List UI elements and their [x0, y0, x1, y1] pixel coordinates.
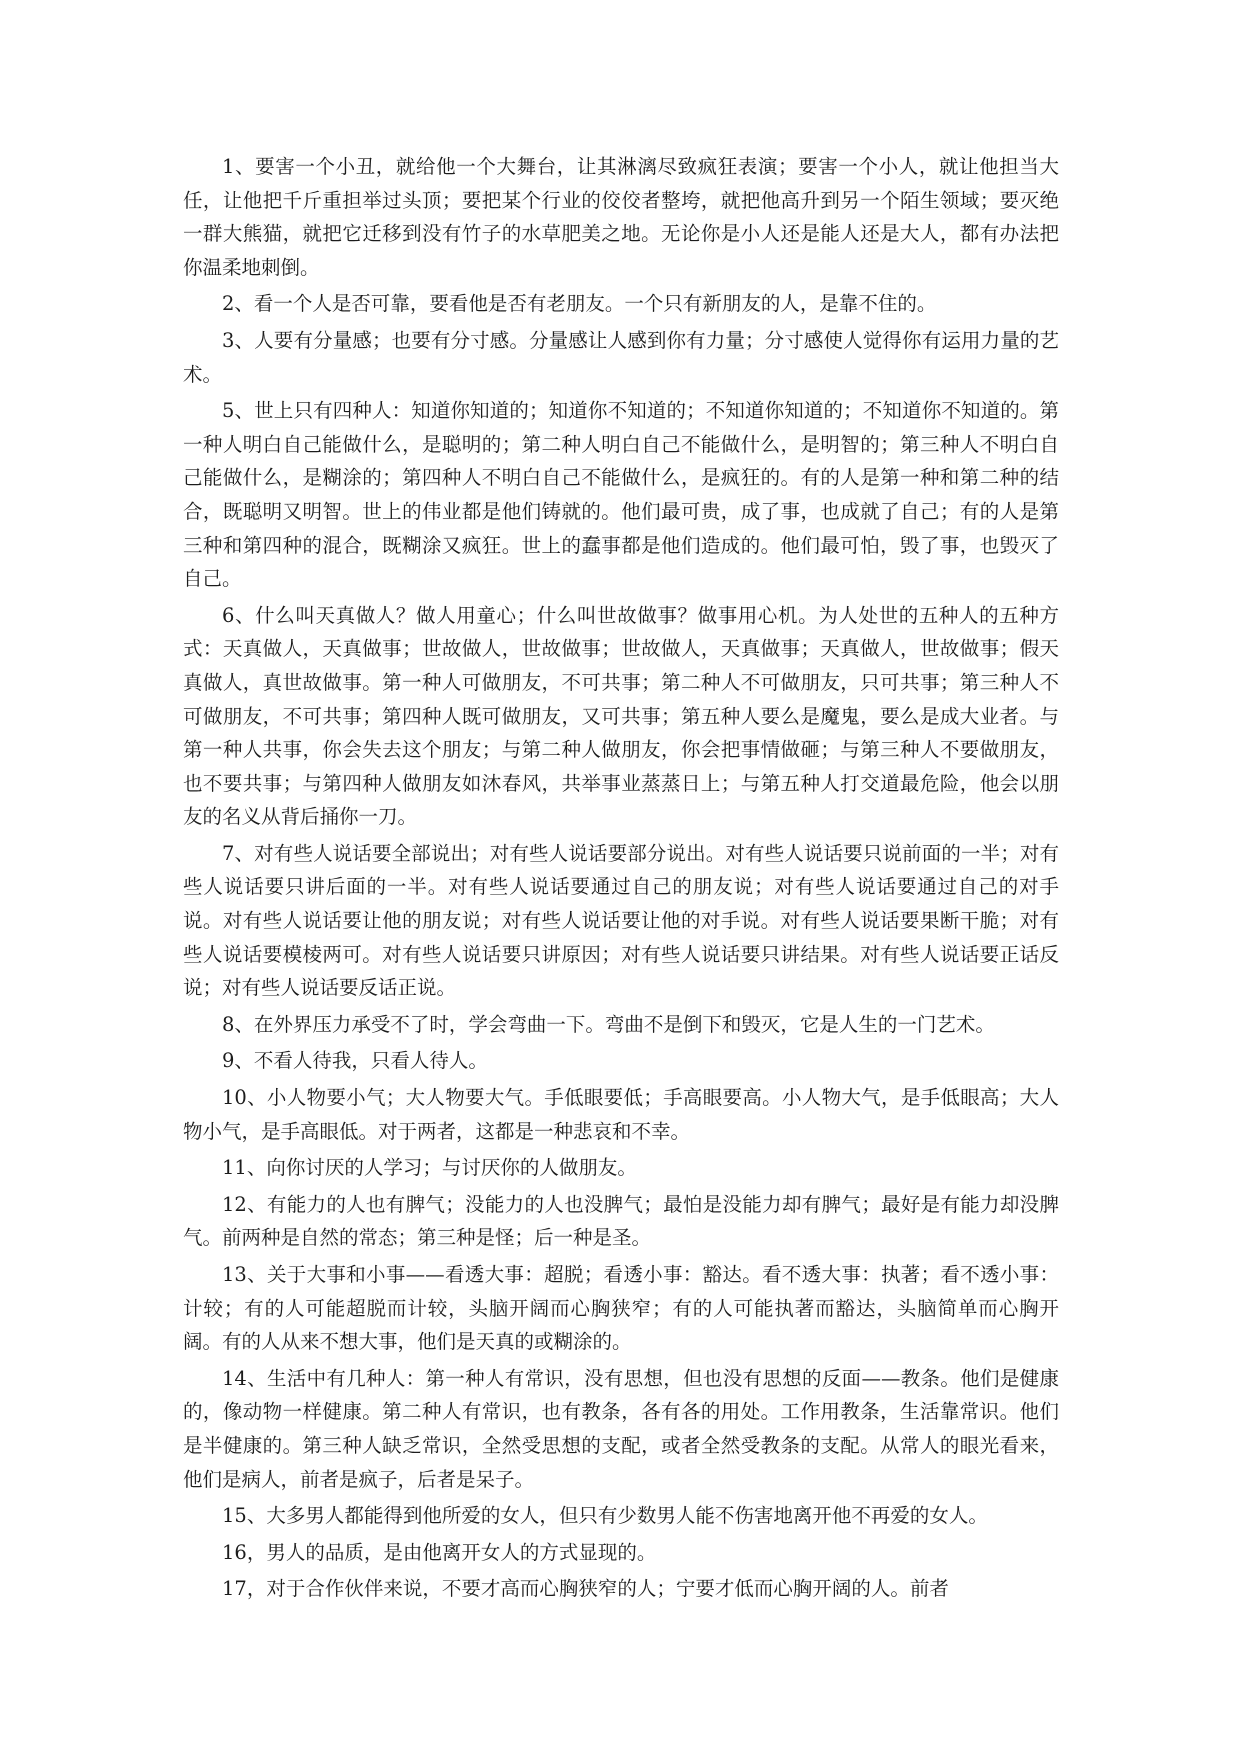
paragraph-13: 13、关于大事和小事——看透大事：超脱；看透小事：豁达。看不透大事：执著；看不透小事：计较；有的人可能超脱而计较，头脑开阔而心胸狭窄；有的人可能执著而豁达，头脑简单而心胸开阔。有的人从来不想大事，他们是天真的或糊涂的。 [183, 1263, 1059, 1354]
paragraph-15: 15、大多男人都能得到他所爱的女人，但只有少数男人能不伤害地离开他不再爱的女人。 [222, 1504, 988, 1528]
paragraph-10: 10、小人物要小气；大人物要大气。手低眼要低；手高眼要高。小人物大气，是手低眼高；大人物小气，是手高眼低。对于两者，这都是一种悲哀和不幸。 [183, 1086, 1059, 1143]
paragraph-2: 2、看一个人是否可靠，要看他是否有老朋友。一个只有新朋友的人，是靠不住的。 [222, 292, 937, 316]
paragraph-12: 12、有能力的人也有脾气；没能力的人也没脾气；最怕是没能力却有脾气；最好是有能力却没脾气。前两种是自然的常态；第三种是怪；后一种是圣。 [183, 1192, 1059, 1250]
paragraph-5: 5、世上只有四种人：知道你知道的；知道你不知道的；不知道你知道的；不知道你不知道的。第一种人明白自己能做什么，是聪明的；第二种人明白自己不能做什么，是明智的；第三种人不明白自己能做什么，是糊涂的；第四种人不明白自己不能做什么，是疯狂的。有的人是第一种和第二种的结合，既聪明又明智。世上的伟业都是他们铸就的。他们最可贵，成了事，也成就了自己；有的人是第三种和第四种的混合，既糊涂又疯狂。世上的蠢事都是他们造成的。他们最可怕，毁了事，也毁灭了自己。 [183, 399, 1059, 591]
paragraph-16: 16，男人的品质，是由他离开女人的方式显现的。 [222, 1540, 657, 1564]
paragraph-17: 17，对于合作伙伴来说，不要才高而心胸狭窄的人；宁要才低而心胸开阔的人。前者 [222, 1577, 949, 1601]
paragraph-7: 7、对有些人说话要全部说出；对有些人说话要部分说出。对有些人说话要只说前面的一半；对有些人说话要只讲后面的一半。对有些人说话要通过自己的朋友说；对有些人说话要通过自己的对手说。对有些人说话要让他的朋友说；对有些人说话要让他的对手说。对有些人说话要果断干脆；对有些人说话要模棱两可。对有些人说话要只讲原因；对有些人说话要只讲结果。对有些人说话要正话反说；对有些人说话要反话正说。 [183, 841, 1059, 1000]
paragraph-1: 1、要害一个小丑，就给他一个大舞台，让其淋漓尽致疯狂表演；要害一个小人，就让他担当大任，让他把千斤重担举过头顶；要把某个行业的佼佼者整垮，就把他高升到另一个陌生领域；要灭绝一群大熊猫，就把它迁移到没有竹子的水草肥美之地。无论你是小人还是能人还是大人，都有办法把你温柔地刺倒。 [183, 155, 1059, 279]
paragraph-11: 11、向你讨厌的人学习；与讨厌你的人做朋友。 [222, 1156, 637, 1180]
paragraph-3: 3、人要有分量感；也要有分寸感。分量感让人感到你有力量；分寸感使人觉得你有运用力量的艺术。 [183, 328, 1059, 386]
paragraph-6: 6、什么叫天真做人？做人用童心；什么叫世故做事？做事用心机。为人处世的五种人的五种方式：天真做人，天真做事；世故做人，世故做事；世故做人，天真做事；天真做人，世故做事；假天真做人，真世故做事。第一种人可做朋友，不可共事；第二种人不可做朋友，只可共事；第三种人不可做朋友，不可共事；第四种人既可做朋友，又可共事；第五种人要么是魔鬼，要么是成大业者。与第一种人共事，你会失去这个朋友；与第二种人做朋友，你会把事情做砸；与第三种人不要做朋友，也不要共事；与第四种人做朋友如沐春风，共举事业蒸蒸日上；与第五种人打交道最危险，他会以朋友的名义从背后捅你一刀。 [183, 603, 1059, 829]
paragraph-9: 9、不看人待我，只看人待人。 [222, 1049, 488, 1073]
document-body [183, 150, 1059, 1609]
paragraph-8: 8、在外界压力承受不了时，学会弯曲一下。弯曲不是倒下和毁灭，它是人生的一门艺术。 [222, 1012, 995, 1036]
paragraph-14: 14、生活中有几种人：第一种人有常识，没有思想，但也没有思想的反面——教条。他们是健康的，像动物一样健康。第二种人有常识，也有教条，各有各的用处。工作用教条，生活靠常识。他们是半健康的。第三种人缺乏常识，全然受思想的支配，或者全然受教条的支配。从常人的眼光看来，他们是病人，前者是疯子，后者是呆子。 [183, 1366, 1059, 1491]
